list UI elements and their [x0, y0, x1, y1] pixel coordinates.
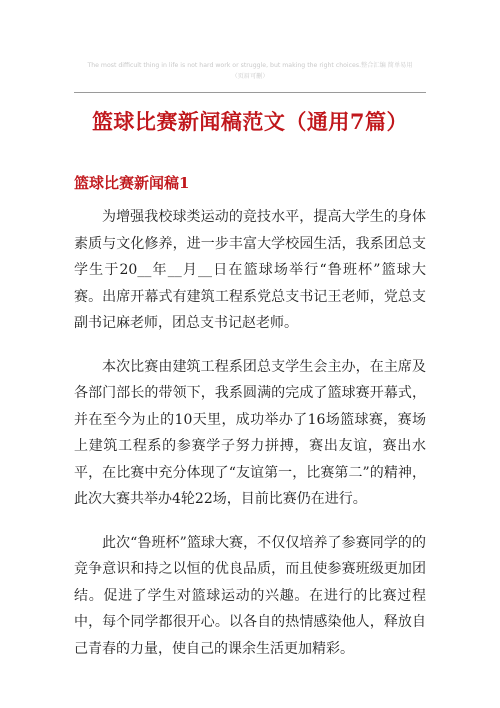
- header-note-line1: The most difficult thing in life is not hard work or struggle, but making the right choices.整合汇编 简单易用: [87, 62, 413, 69]
- document-body: [74, 204, 426, 679]
- document-title: 篮球比赛新闻稿范文（通用7篇）: [91, 109, 409, 134]
- paragraph-2: 本次比赛由建筑工程系团总支学生会主办，在主席及各部门部长的带领下，我系圆满的完成了篮球赛开幕式，并在至今为止的10天里，成功举办了16场篮球赛，赛场上建筑工程系的参赛学子努力拼搏，赛出友谊，赛出水平，在比赛中充分体现了“友谊第一，比赛第二”的精神，此次大赛共举办4轮22场，目前比赛仍在进行。: [74, 358, 426, 507]
- header-divider: [74, 92, 426, 93]
- section-heading: 篮球比赛新闻稿1: [74, 174, 190, 192]
- header-note-line2: （页眉可删）: [231, 73, 269, 80]
- paragraph-3: 此次“鲁班杯”篮球大赛，不仅仅培养了参赛同学的的竞争意识和持之以恒的优良品质，而且使参赛班级更加团结。促进了学生对篮球运动的兴趣。在进行的比赛过程中，每个同学都很开心。以各自的热情感染他人，释放自己青春的力量，使自己的课余生活更加精彩。: [74, 534, 426, 657]
- paragraph-1: 为增强我校球类运动的竞技水平，提高大学生的身体素质与文化修养，进一步丰富大学校园生活，我系团总支学生于20__年__月__日在篮球场举行“鲁班杯”篮球大赛。出席开幕式有建筑工程系党总支书记王老师，党总支副书记麻老师，团总支书记赵老师。: [74, 209, 426, 331]
- page-header-note: [0, 60, 500, 82]
